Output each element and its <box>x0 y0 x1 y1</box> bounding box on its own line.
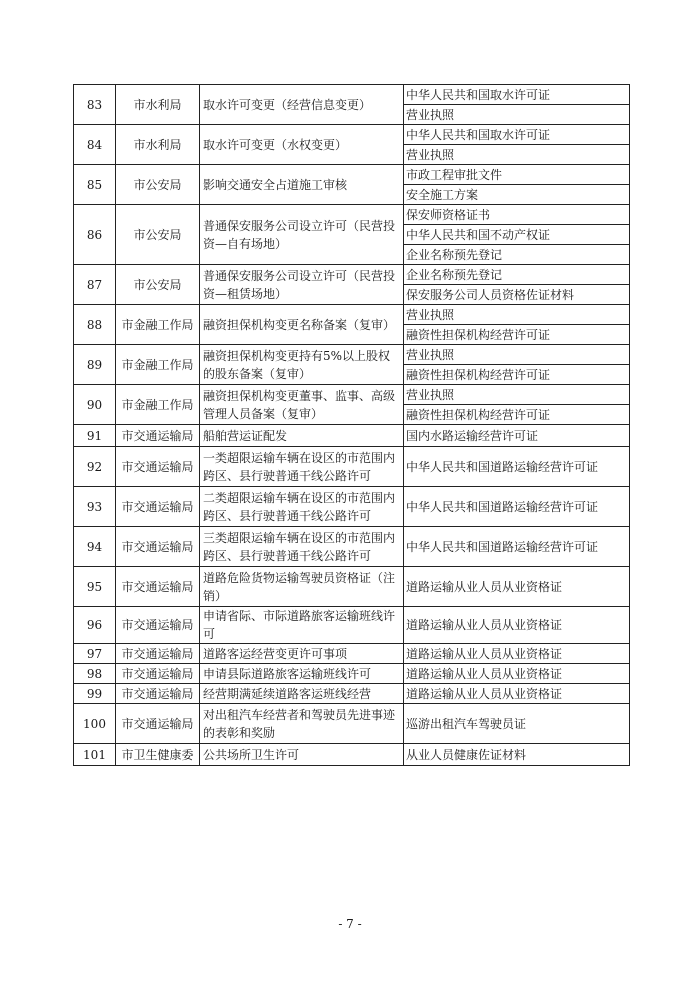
row-number: 94 <box>74 527 116 567</box>
department-cell: 市公安局 <box>116 165 200 205</box>
department-cell: 市公安局 <box>116 265 200 305</box>
material-cell: 国内水路运输经营许可证 <box>404 425 630 447</box>
row-number: 101 <box>74 744 116 766</box>
table-row <box>74 265 630 285</box>
material-cell: 中华人民共和国道路运输经营许可证 <box>404 527 630 567</box>
material-cell: 中华人民共和国道路运输经营许可证 <box>404 447 630 487</box>
table-row <box>74 125 630 145</box>
table-row <box>74 85 630 105</box>
table-row <box>74 425 630 447</box>
material-cell: 融资性担保机构经营许可证 <box>404 365 630 385</box>
row-number: 85 <box>74 165 116 205</box>
department-cell: 市金融工作局 <box>116 345 200 385</box>
material-cell: 道路运输从业人员从业资格证 <box>404 684 630 704</box>
material-cell: 营业执照 <box>404 105 630 125</box>
item-cell: 融资担保机构变更持有5%以上股权的股东备案（复审） <box>200 345 404 385</box>
material-cell: 巡游出租汽车驾驶员证 <box>404 704 630 744</box>
table-row <box>74 165 630 185</box>
material-cell: 营业执照 <box>404 145 630 165</box>
material-cell: 企业名称预先登记 <box>404 245 630 265</box>
table-row <box>74 664 630 684</box>
item-cell: 公共场所卫生许可 <box>200 744 404 766</box>
item-cell: 一类超限运输车辆在设区的市范围内跨区、县行驶普通干线公路许可 <box>200 447 404 487</box>
item-cell: 普通保安服务公司设立许可（民营投资—租赁场地） <box>200 265 404 305</box>
table-row <box>74 345 630 365</box>
table-row <box>74 644 630 664</box>
department-cell: 市交通运输局 <box>116 644 200 664</box>
row-number: 90 <box>74 385 116 425</box>
material-cell: 营业执照 <box>404 385 630 405</box>
row-number: 83 <box>74 85 116 125</box>
department-cell: 市水利局 <box>116 125 200 165</box>
department-cell: 市金融工作局 <box>116 305 200 345</box>
row-number: 88 <box>74 305 116 345</box>
material-cell: 保安师资格证书 <box>404 205 630 225</box>
department-cell: 市交通运输局 <box>116 527 200 567</box>
material-cell: 营业执照 <box>404 345 630 365</box>
department-cell: 市交通运输局 <box>116 487 200 527</box>
items-table <box>73 84 630 766</box>
table-row <box>74 447 630 487</box>
item-cell: 融资担保机构变更名称备案（复审） <box>200 305 404 345</box>
item-cell: 船舶营运证配发 <box>200 425 404 447</box>
material-cell: 市政工程审批文件 <box>404 165 630 185</box>
row-number: 100 <box>74 704 116 744</box>
department-cell: 市交通运输局 <box>116 684 200 704</box>
row-number: 87 <box>74 265 116 305</box>
material-cell: 道路运输从业人员从业资格证 <box>404 664 630 684</box>
material-cell: 道路运输从业人员从业资格证 <box>404 644 630 664</box>
row-number: 93 <box>74 487 116 527</box>
material-cell: 从业人员健康佐证材料 <box>404 744 630 766</box>
material-cell: 中华人民共和国取水许可证 <box>404 125 630 145</box>
table-row <box>74 205 630 225</box>
page-number: - 7 - <box>338 917 362 931</box>
row-number: 86 <box>74 205 116 265</box>
row-number: 89 <box>74 345 116 385</box>
item-cell: 道路客运经营变更许可事项 <box>200 644 404 664</box>
item-cell: 取水许可变更（经营信息变更） <box>200 85 404 125</box>
material-cell: 中华人民共和国取水许可证 <box>404 85 630 105</box>
department-cell: 市交通运输局 <box>116 447 200 487</box>
department-cell: 市交通运输局 <box>116 567 200 607</box>
item-cell: 普通保安服务公司设立许可（民营投资—自有场地） <box>200 205 404 265</box>
material-cell: 保安服务公司人员资格佐证材料 <box>404 285 630 305</box>
department-cell: 市卫生健康委 <box>116 744 200 766</box>
item-cell: 取水许可变更（水权变更） <box>200 125 404 165</box>
department-cell: 市公安局 <box>116 205 200 265</box>
row-number: 99 <box>74 684 116 704</box>
material-cell: 营业执照 <box>404 305 630 325</box>
row-number: 98 <box>74 664 116 684</box>
item-cell: 融资担保机构变更董事、监事、高级管理人员备案（复审） <box>200 385 404 425</box>
table-row <box>74 684 630 704</box>
row-number: 84 <box>74 125 116 165</box>
item-cell: 道路危险货物运输驾驶员资格证（注销） <box>200 567 404 607</box>
department-cell: 市交通运输局 <box>116 425 200 447</box>
material-cell: 道路运输从业人员从业资格证 <box>404 607 630 644</box>
material-cell: 中华人民共和国不动产权证 <box>404 225 630 245</box>
material-cell: 融资性担保机构经营许可证 <box>404 325 630 345</box>
table-row <box>74 607 630 644</box>
material-cell: 融资性担保机构经营许可证 <box>404 405 630 425</box>
department-cell: 市交通运输局 <box>116 664 200 684</box>
material-cell: 安全施工方案 <box>404 185 630 205</box>
row-number: 97 <box>74 644 116 664</box>
table-row <box>74 704 630 744</box>
row-number: 91 <box>74 425 116 447</box>
table-row <box>74 567 630 607</box>
material-cell: 道路运输从业人员从业资格证 <box>404 567 630 607</box>
material-cell: 中华人民共和国道路运输经营许可证 <box>404 487 630 527</box>
item-cell: 申请省际、市际道路旅客运输班线许可 <box>200 607 404 644</box>
row-number: 96 <box>74 607 116 644</box>
table-row <box>74 527 630 567</box>
item-cell: 二类超限运输车辆在设区的市范围内跨区、县行驶普通干线公路许可 <box>200 487 404 527</box>
item-cell: 申请县际道路旅客运输班线许可 <box>200 664 404 684</box>
department-cell: 市交通运输局 <box>116 607 200 644</box>
table-row <box>74 744 630 766</box>
department-cell: 市交通运输局 <box>116 704 200 744</box>
table-row <box>74 487 630 527</box>
item-cell: 对出租汽车经营者和驾驶员先进事迹的表彰和奖励 <box>200 704 404 744</box>
table-row <box>74 305 630 325</box>
department-cell: 市金融工作局 <box>116 385 200 425</box>
item-cell: 影响交通安全占道施工审核 <box>200 165 404 205</box>
table-row <box>74 385 630 405</box>
item-cell: 经营期满延续道路客运班线经营 <box>200 684 404 704</box>
department-cell: 市水利局 <box>116 85 200 125</box>
row-number: 92 <box>74 447 116 487</box>
table-body <box>74 85 630 766</box>
row-number: 95 <box>74 567 116 607</box>
item-cell: 三类超限运输车辆在设区的市范围内跨区、县行驶普通干线公路许可 <box>200 527 404 567</box>
material-cell: 企业名称预先登记 <box>404 265 630 285</box>
